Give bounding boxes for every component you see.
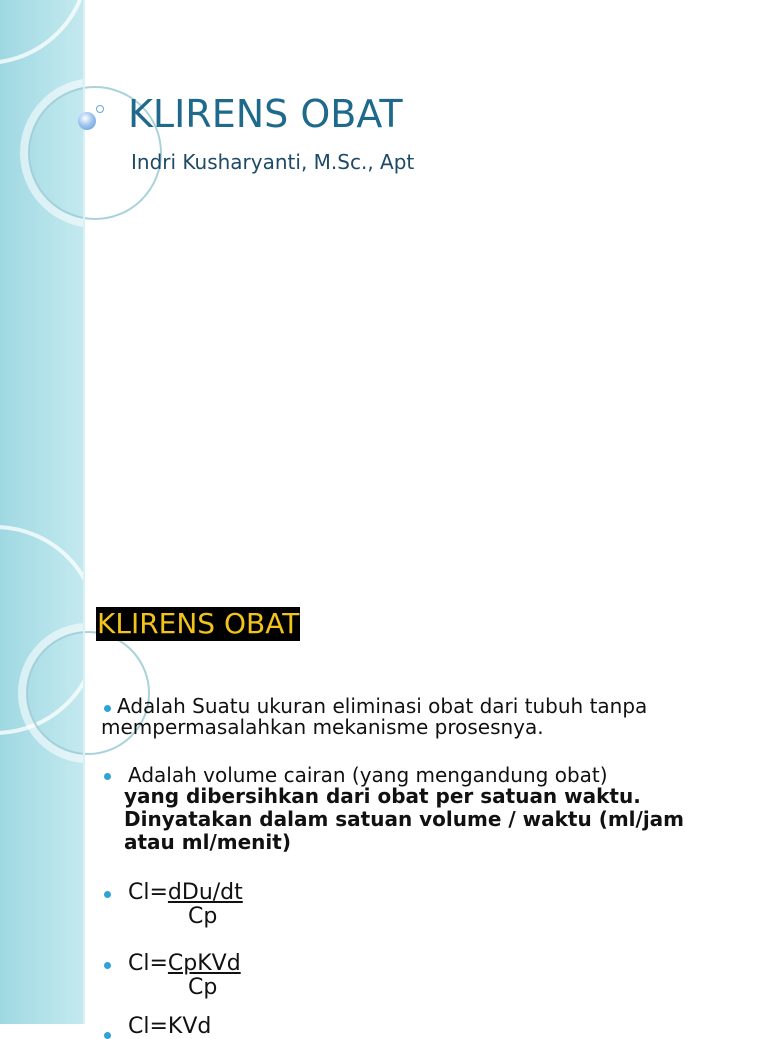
bullet-orb-icon [78,112,96,130]
slide-title-heading: KLIRENS OBAT [128,92,403,136]
bullet-icon [104,962,111,969]
decorative-sidebar [0,0,85,545]
bullet-icon [104,773,111,780]
author-subtitle: Indri Kusharyanti, M.Sc., Apt [131,150,415,174]
formula-clearance-2 [128,952,241,976]
formula-denominator: Cp [188,904,218,929]
formula-clearance-1 [128,881,243,905]
bullet-text: Adalah Suatu ukuran eliminasi obat dari tubuh tanpa [117,694,648,718]
slide-heading: KLIRENS OBAT [97,607,300,640]
formula-numerator: dDu/dt [167,880,243,905]
sidebar-edge [83,0,85,545]
bullet-icon [104,705,111,712]
sidebar-edge [83,545,85,1024]
formula-prefix: Cl= [128,880,168,905]
formula-clearance-3: Cl=KVd [128,1014,212,1039]
small-circle-icon [96,105,104,113]
bullet-icon [104,891,111,898]
bullet-text: atau ml/menit) [124,830,291,854]
bullet-text: Adalah volume cairan (yang mengandung obat) [128,763,608,787]
bullet-text: Dinyatakan dalam satuan volume / waktu (ml/jam [124,807,685,831]
formula-denominator: Cp [188,975,218,1000]
bullet-text: mempermasalahkan mekanisme prosesnya. [101,715,544,739]
decorative-sidebar [0,545,85,1024]
slide-content [0,545,768,1039]
formula-prefix: Cl= [128,951,168,976]
bullet-text: yang dibersihkan dari obat per satuan waktu. [124,784,641,808]
bullet-icon [104,1032,111,1039]
decorative-ring [0,0,90,65]
formula-numerator: CpKVd [167,951,241,976]
